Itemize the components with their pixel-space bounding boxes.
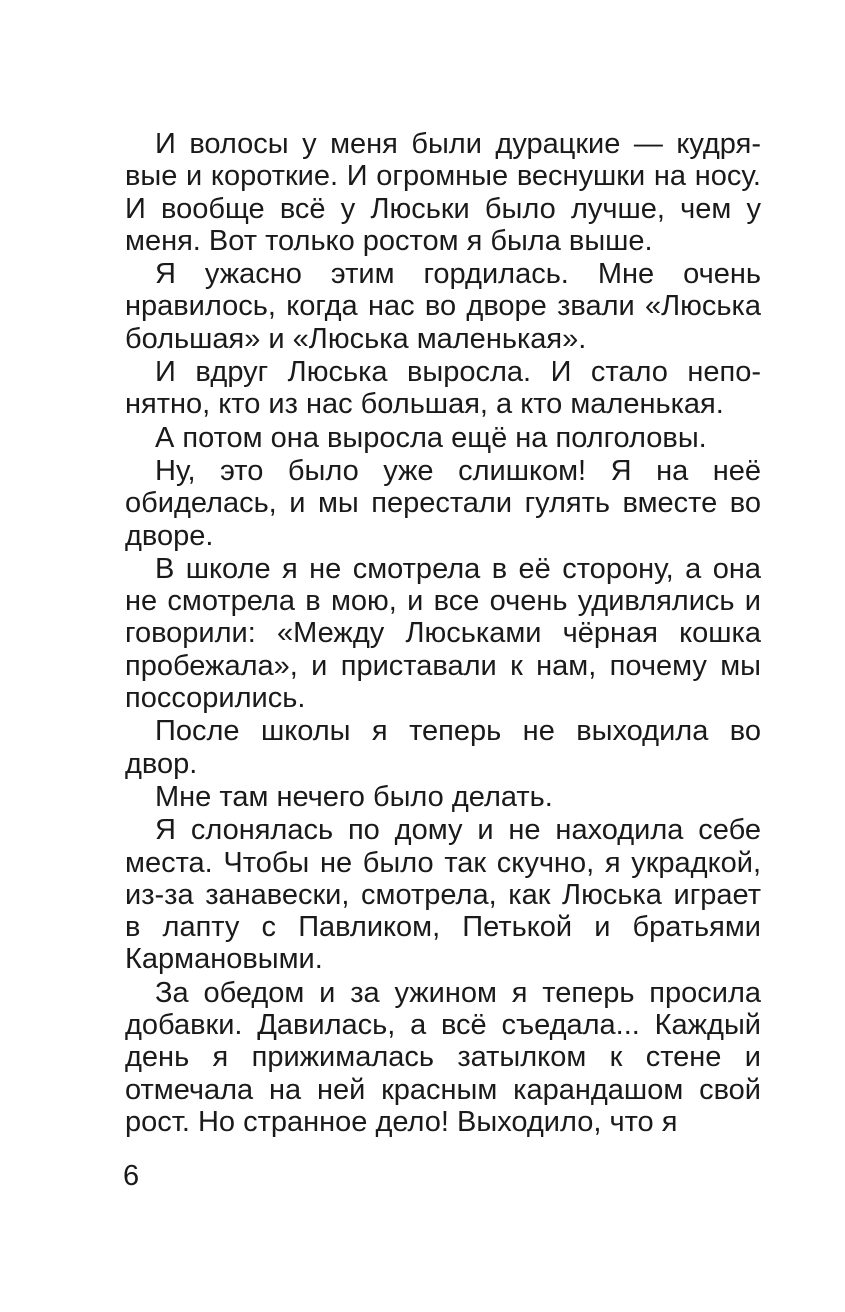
paragraph: А потом она выросла ещё на полголовы. (155, 421, 707, 454)
body-text (125, 128, 761, 1138)
page-number: 6 (123, 1160, 140, 1192)
paragraph: В школе я не смотрела в её сторону, а она не смотрела в мою, и все очень удивлялись и говорили: «Между Люськами чёрная кошка пробежала», и приставали к нам, почему мы поссорились. (125, 552, 761, 715)
paragraph: Я слонялась по дому и не находила себе места. Чтобы не было так скучно, я украдкой, из-за занавески, смотрела, как Люська играет в лапту с Павликом, Петькой и братьями Кармановыми. (125, 814, 761, 976)
paragraph: И волосы у меня были дурацкие — кудрявые и короткие. И огромные веснушки на носу. И вообще всё у Люськи было лучше, чем у меня. Вот только ростом я была выше. (125, 128, 761, 257)
paragraph: Ну, это было уже слишком! Я на неё обиделась, и мы перестали гулять вместе во дворе. (125, 454, 761, 552)
paragraph: Я ужасно этим гордилась. Мне очень нравилось, когда нас во дворе звали «Люська большая» и «Люська маленькая». (125, 258, 761, 355)
paragraph: Мне там нечего было делать. (155, 780, 553, 813)
paragraph: За обедом и за ужином я теперь просила добавки. Давилась, а всё съедала... Каждый день я прижималась затылком к стене и отмечала на ней красным карандашом свой рост. Но странное дело! Выходило, что я (125, 976, 761, 1138)
paragraph: После школы я теперь не выходила во двор. (125, 715, 761, 780)
paragraph: И вдруг Люська выросла. И стало непонятно, кто из нас большая, а кто маленькая. (125, 356, 761, 421)
